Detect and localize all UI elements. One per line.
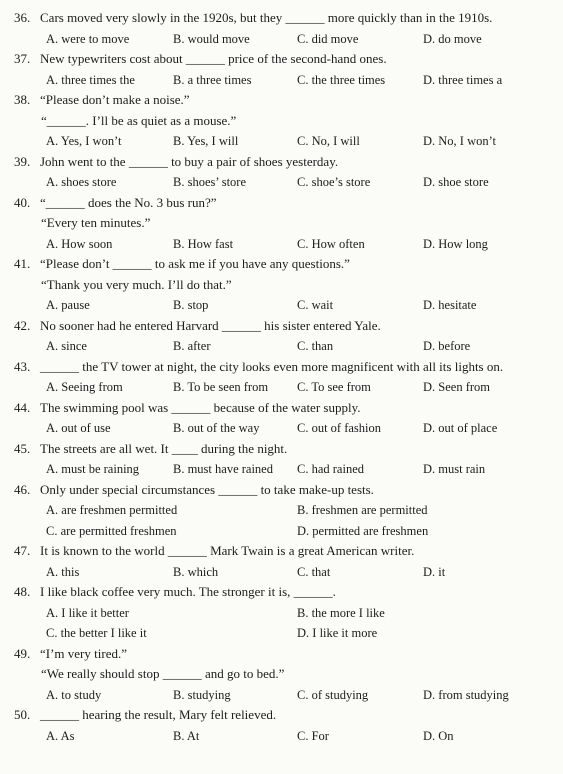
option-a[interactable]: A. out of use	[46, 421, 111, 435]
question-text: ______ the TV tower at night, the city looks even more magnificent with all its lights on.	[40, 358, 504, 374]
question-number: 46.	[14, 481, 31, 497]
question-stem	[14, 399, 557, 417]
option-d[interactable]: D. it	[423, 564, 446, 579]
question-number: 36.	[14, 10, 31, 25]
question-text: It is known to the world ______ Mark Twain is a great American writer.	[40, 543, 415, 558]
question-stem	[14, 50, 557, 68]
option-c[interactable]: C. How often	[297, 236, 365, 251]
question-number: 50.	[14, 707, 31, 722]
question-number: 45.	[14, 440, 31, 456]
option-a[interactable]: A. I like it better	[46, 605, 129, 620]
option-a[interactable]: A. since	[46, 339, 87, 353]
option-b[interactable]: B. which	[173, 564, 219, 579]
question-number: 43.	[14, 358, 31, 374]
question-stem	[14, 9, 557, 27]
option-d[interactable]: D. I like it more	[297, 626, 378, 640]
option-b[interactable]: B. freshmen are permitted	[297, 503, 428, 517]
question-text: “Please don’t ______ to ask me if you have any questions.”	[40, 256, 350, 271]
question-text: I like black coffee very much. The stronger it is, ______.	[40, 584, 336, 599]
option-b[interactable]: B. a three times	[173, 72, 252, 87]
question-number: 41.	[14, 256, 31, 271]
option-c[interactable]: C. out of fashion	[297, 421, 382, 435]
option-a[interactable]: A. three times the	[46, 72, 135, 87]
option-c[interactable]: C. For	[297, 728, 329, 743]
question-number: 42.	[14, 317, 31, 333]
question-stem	[14, 440, 557, 458]
dialogue-line: “Every ten minutes.”	[41, 215, 151, 230]
option-c[interactable]: C. No, I will	[297, 134, 360, 148]
option-c[interactable]: C. of studying	[297, 687, 369, 702]
option-a[interactable]: A. Yes, I won’t	[46, 134, 122, 148]
option-d[interactable]: D. permitted are freshmen	[297, 523, 429, 538]
question-number: 38.	[14, 92, 31, 107]
question-text: “Please don’t make a noise.”	[40, 92, 190, 107]
option-c[interactable]: C. the three times	[297, 72, 386, 87]
option-d[interactable]: D. How long	[423, 236, 488, 251]
question-text: The swimming pool was ______ because of the water supply.	[40, 399, 361, 415]
option-b[interactable]: B. Yes, I will	[173, 134, 239, 148]
option-d[interactable]: D. shoe store	[423, 175, 489, 189]
question-number: 37.	[14, 51, 31, 66]
option-b[interactable]: B. studying	[173, 687, 231, 702]
option-c[interactable]: C. the better I like it	[46, 626, 147, 640]
question-number: 40.	[14, 194, 31, 210]
question-number: 39.	[14, 153, 31, 169]
option-a[interactable]: A. How soon	[46, 236, 113, 251]
option-a[interactable]: A. are freshmen permitted	[46, 503, 178, 517]
option-b[interactable]: B. To be seen from	[173, 380, 269, 394]
option-a[interactable]: A. were to move	[46, 31, 130, 46]
option-c[interactable]: C. To see from	[297, 380, 371, 394]
option-d[interactable]: D. hesitate	[423, 298, 477, 312]
question-stem	[14, 194, 557, 212]
option-a[interactable]: A. to study	[46, 687, 102, 702]
option-d[interactable]: D. No, I won’t	[423, 134, 497, 148]
option-a[interactable]: A. As	[46, 728, 75, 743]
question-text: “______ does the No. 3 bus run?”	[40, 194, 217, 210]
option-c[interactable]: C. are permitted freshmen	[46, 523, 177, 538]
question-stem	[14, 317, 557, 335]
option-a[interactable]: A. Seeing from	[46, 380, 123, 394]
option-d[interactable]: D. must rain	[423, 462, 486, 476]
question-number: 44.	[14, 399, 31, 415]
question-text: Only under special circumstances ______ to take make-up tests.	[40, 481, 374, 497]
option-d[interactable]: D. do move	[423, 31, 482, 46]
question-stem	[14, 706, 557, 724]
option-b[interactable]: B. stop	[173, 298, 209, 312]
option-c[interactable]: C. than	[297, 339, 334, 353]
option-b[interactable]: B. would move	[173, 31, 250, 46]
question-stem	[14, 91, 557, 109]
option-d[interactable]: D. before	[423, 339, 471, 353]
question-stem	[14, 645, 557, 663]
option-b[interactable]: B. How fast	[173, 236, 234, 251]
option-c[interactable]: C. had rained	[297, 462, 364, 476]
question-stem	[14, 481, 557, 499]
option-b[interactable]: B. after	[173, 339, 211, 353]
option-d[interactable]: D. out of place	[423, 421, 498, 435]
dialogue-line: “______. I’ll be as quiet as a mouse.”	[41, 112, 237, 128]
option-c[interactable]: C. did move	[297, 31, 359, 46]
question-number: 49.	[14, 645, 31, 661]
question-text: Cars moved very slowly in the 1920s, but they ______ more quickly than in the 1910s.	[40, 10, 493, 25]
option-d[interactable]: D. from studying	[423, 687, 509, 702]
question-stem	[14, 583, 557, 601]
question-text: The streets are all wet. It ____ during the night.	[40, 440, 288, 456]
question-text: No sooner had he entered Harvard ______ his sister entered Yale.	[40, 317, 381, 333]
option-b[interactable]: B. must have rained	[173, 462, 273, 476]
dialogue-line: “We really should stop ______ and go to bed.”	[41, 666, 285, 681]
question-stem	[14, 358, 557, 376]
option-b[interactable]: B. the more I like	[297, 605, 385, 620]
option-c[interactable]: C. shoe’s store	[297, 175, 371, 189]
option-d[interactable]: D. three times a	[423, 72, 503, 87]
question-number: 47.	[14, 543, 31, 558]
option-c[interactable]: C. wait	[297, 298, 334, 312]
dialogue-line: “Thank you very much. I’ll do that.”	[41, 276, 232, 292]
question-text: “I’m very tired.”	[40, 645, 127, 661]
question-text: ______ hearing the result, Mary felt relieved.	[40, 707, 277, 722]
question-stem	[14, 542, 557, 560]
option-b[interactable]: B. out of the way	[173, 421, 260, 435]
option-a[interactable]: A. this	[46, 564, 80, 579]
option-c[interactable]: C. that	[297, 564, 331, 579]
option-d[interactable]: D. Seen from	[423, 380, 490, 394]
option-a[interactable]: A. pause	[46, 298, 90, 312]
question-stem	[14, 153, 557, 171]
option-d[interactable]: D. On	[423, 728, 454, 743]
question-text: New typewriters cost about ______ price of the second-hand ones.	[40, 51, 387, 66]
question-number: 48.	[14, 584, 31, 599]
option-a[interactable]: A. must be raining	[46, 462, 140, 476]
option-b[interactable]: B. shoes’ store	[173, 175, 247, 189]
option-b[interactable]: B. At	[173, 728, 200, 743]
question-stem	[14, 255, 557, 273]
option-a[interactable]: A. shoes store	[46, 175, 117, 189]
question-text: John went to the ______ to buy a pair of shoes yesterday.	[40, 153, 339, 169]
